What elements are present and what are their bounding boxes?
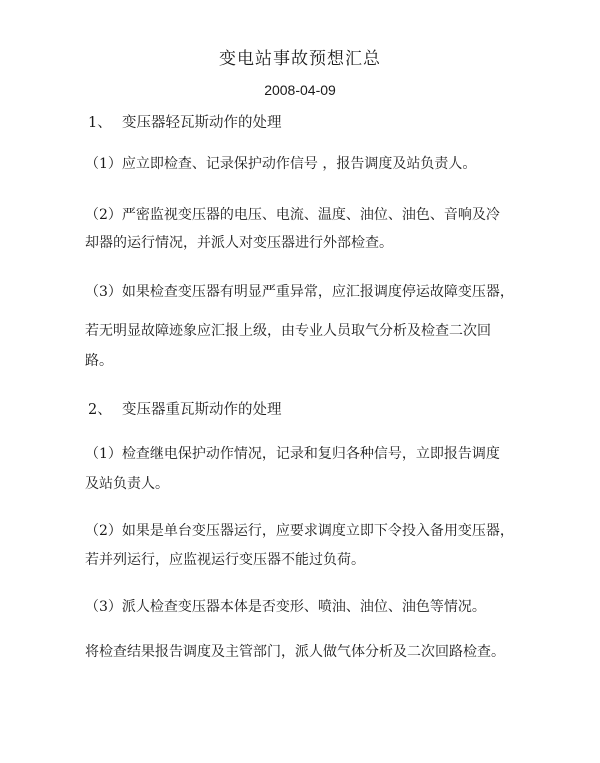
paragraph-line: （2）严密监视变压器的电压、电流、温度、油位、油色、音响及冷 (85, 207, 500, 223)
paragraph-line: 却器的运行情况，并派人对变压器进行外部检查。 (85, 235, 393, 251)
paragraph-line: 若并列运行，应监视运行变压器不能过负荷。 (85, 552, 365, 568)
section-number: 2、 (88, 402, 112, 418)
section-heading-text: 变压器重瓦斯动作的处理 (122, 402, 282, 418)
section-heading-text: 变压器轻瓦斯动作的处理 (122, 115, 282, 131)
paragraph-line: 将检查结果报告调度及主管部门，派人做气体分析及二次回路检查。 (85, 644, 505, 660)
section-heading (88, 400, 282, 420)
section-number: 1、 (88, 115, 112, 131)
document-date: 2008-04-09 (264, 82, 336, 98)
section-heading (88, 113, 282, 133)
paragraph-line: （2）如果是单台变压器运行，应要求调度立即下令投入备用变压器， (85, 523, 514, 539)
paragraph-line: （3）派人检查变压器本体是否变形、喷油、油位、油色等情况。 (85, 599, 486, 615)
paragraph-line: 路。 (85, 353, 113, 369)
document-title: 变电站事故预想汇总 (219, 49, 381, 69)
paragraph-line: 若无明显故障迹象应汇报上级，由专业人员取气分析及检查二次回 (85, 323, 491, 339)
paragraph-line: （3）如果检查变压器有明显严重异常，应汇报调度停运故障变压器， (85, 284, 514, 300)
paragraph-line: （1）应立即检查、记录保护动作信号 ，报告调度及站负责人。 (85, 156, 477, 172)
paragraph-line: 及站负责人。 (85, 476, 169, 492)
paragraph-line: （1）检查继电保护动作情况，记录和复归各种信号，立即报告调度 (85, 446, 500, 462)
